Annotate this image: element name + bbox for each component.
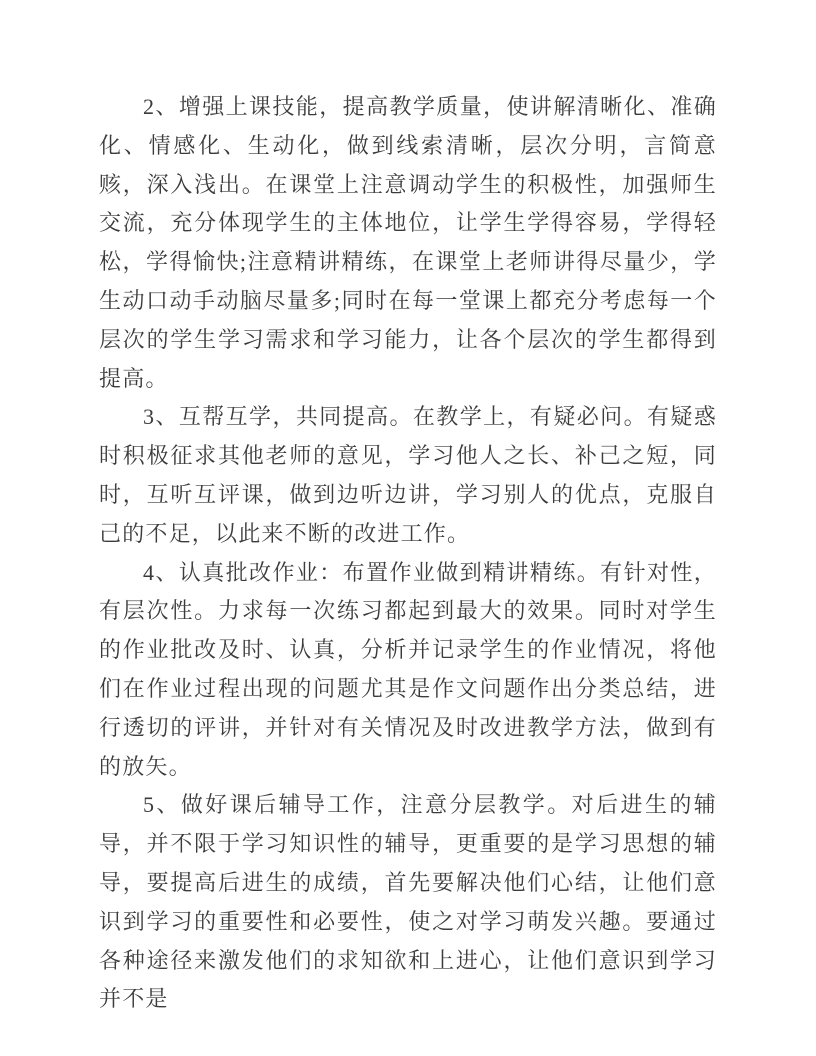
paragraph: 4、认真批改作业：布置作业做到精讲精练。有针对性，有层次性。力求每一次练习都起到最大的效果。同时对学生的作业批改及时、认真，分析并记录学生的作业情况，将他们在作业过程出现的问题尤其是作文问题作出分类总结，进行透切的评讲，并针对有关情况及时改进教学方法，做到有的放矢。 [99, 559, 717, 779]
document-body [99, 88, 717, 1019]
paragraph: 3、互帮互学，共同提高。在教学上，有疑必问。有疑惑时积极征求其他老师的意见，学习他人之长、补己之短，同时，互听互评课，做到边听边讲，学习别人的优点，克服自己的不足，以此来不断的改进工作。 [99, 404, 717, 546]
paragraph: 5、做好课后辅导工作，注意分层教学。对后进生的辅导，并不限于学习知识性的辅导，更重要的是学习思想的辅导，要提高后进生的成绩，首先要解决他们心结，让他们意识到学习的重要性和必要性，使之对学习萌发兴趣。要通过各种途径来激发他们的求知欲和上进心，让他们意识到学习并不是 [99, 792, 717, 1012]
paragraph: 2、增强上课技能，提高教学质量，使讲解清晰化、准确化、情感化、生动化，做到线索清晰，层次分明，言简意赅，深入浅出。在课堂上注意调动学生的积极性，加强师生交流，充分体现学生的主体地位，让学生学得容易，学得轻松，学得愉快;注意精讲精练，在课堂上老师讲得尽量少，学生动口动手动脑尽量多;同时在每一堂课上都充分考虑每一个层次的学生学习需求和学习能力，让各个层次的学生都得到提高。 [99, 94, 717, 391]
